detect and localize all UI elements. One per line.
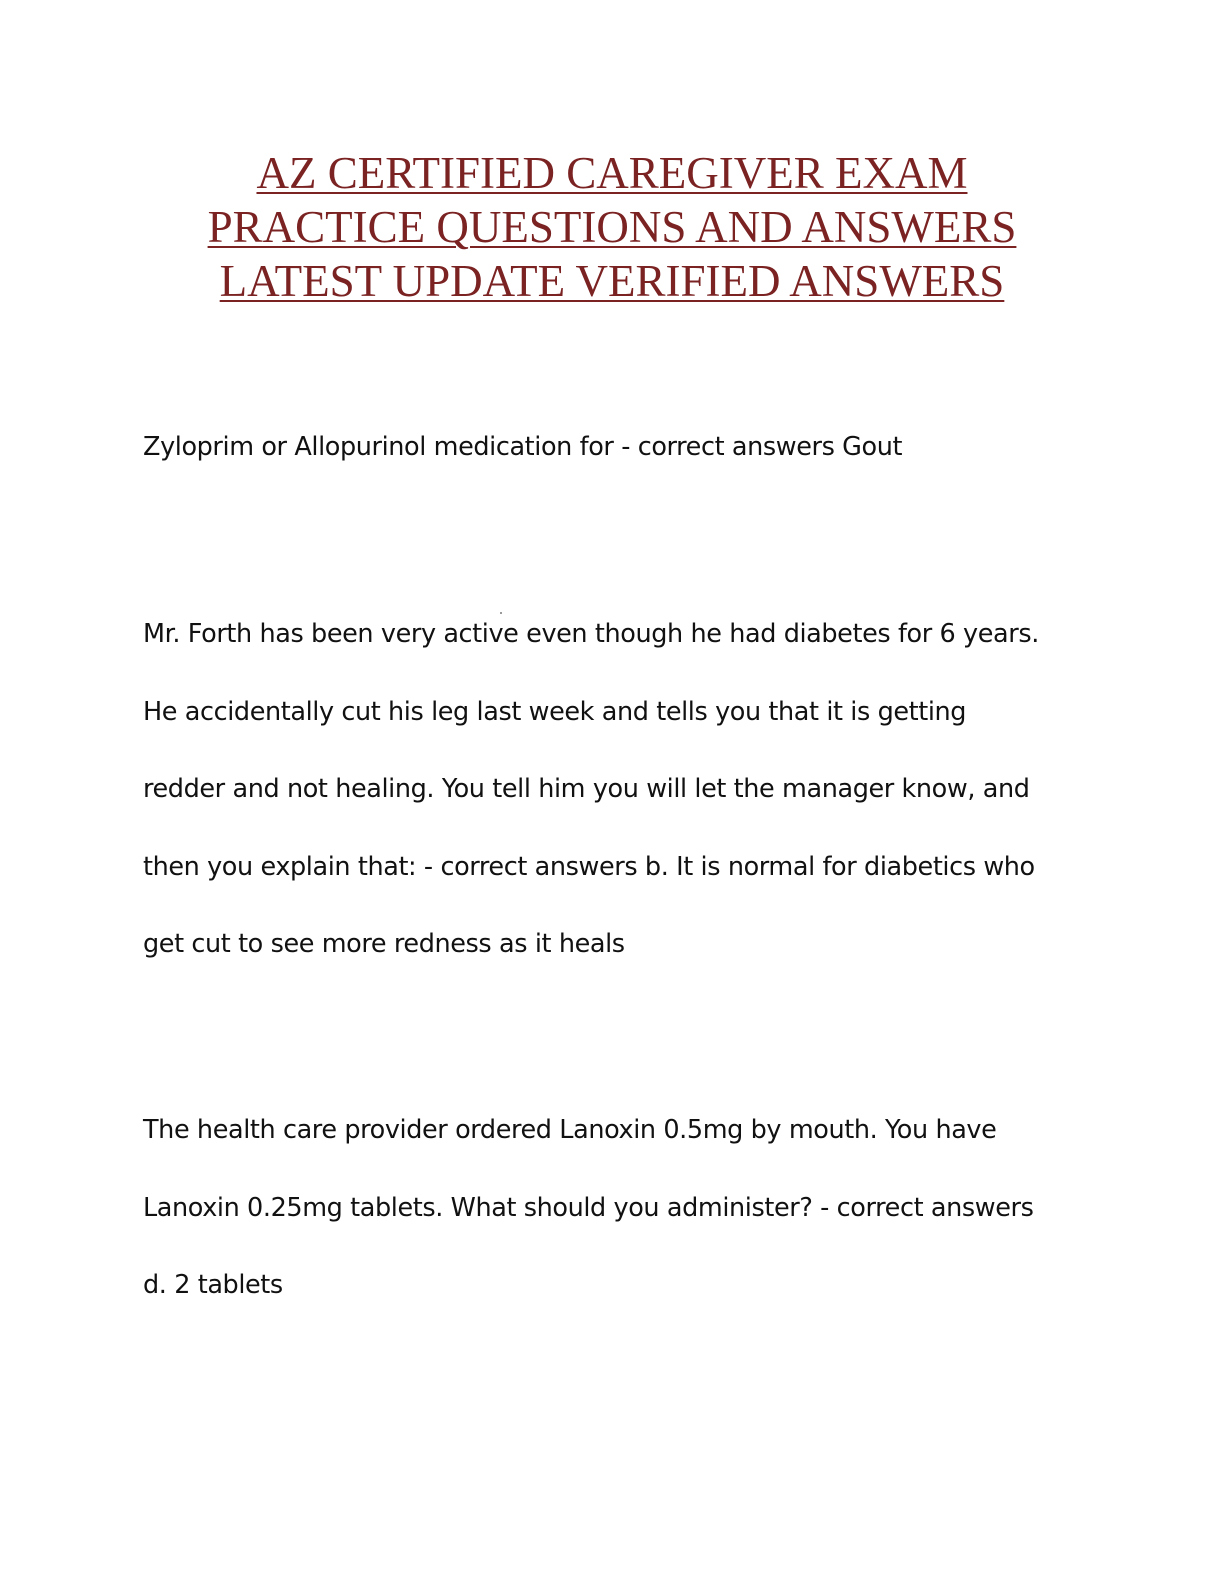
qa-line: Zyloprim or Allopurinol medication for - correct answers Gout bbox=[143, 432, 903, 462]
qa-line: d. 2 tablets bbox=[143, 1270, 283, 1300]
qa-line: get cut to see more redness as it heals bbox=[143, 929, 625, 959]
qa-line: then you explain that: - correct answers b. It is normal for diabetics who bbox=[143, 851, 1035, 882]
qa-line: The health care provider ordered Lanoxin 0.5mg by mouth. You have bbox=[143, 1115, 997, 1145]
qa-item-allopurinol bbox=[143, 409, 1083, 487]
title-line: AZ CERTIFIED CAREGIVER EXAM bbox=[256, 148, 968, 198]
qa-item-diabetes-cut bbox=[143, 596, 1083, 984]
qa-line: Lanoxin 0.25mg tablets. What should you administer? - correct answers bbox=[143, 1192, 1034, 1223]
title-line: PRACTICE QUESTIONS AND ANSWERS bbox=[207, 202, 1017, 252]
document-title bbox=[120, 146, 1104, 308]
qa-item-lanoxin bbox=[143, 1092, 1083, 1325]
title-line: LATEST UPDATE VERIFIED ANSWERS bbox=[219, 256, 1005, 306]
qa-line: He accidentally cut his leg last week and tells you that it is getting bbox=[143, 696, 967, 727]
qa-line: redder and not healing. You tell him you will let the manager know, and bbox=[143, 774, 1030, 804]
qa-line: Mr. Forth has been very active even though he had diabetes for 6 years. bbox=[143, 619, 1039, 649]
